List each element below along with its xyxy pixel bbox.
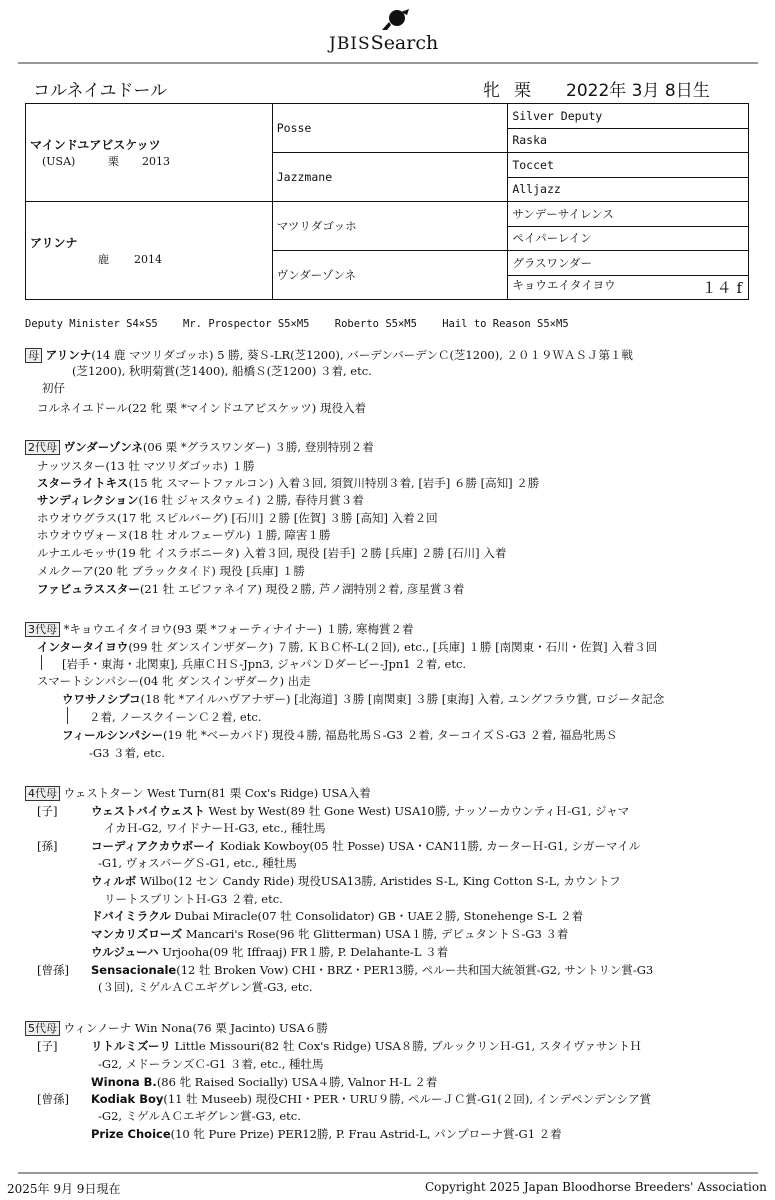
second-dam-line: 2代母 ヴンダーゾンネ(06 栗 *グラスワンダー) ３勝, 登別特別２着 xyxy=(25,439,374,455)
text-line: コルネイユドール(22 牝 栗 *マインドユアビスケッツ) 現役入着 xyxy=(37,401,366,415)
text-line: ホウオウグラス(17 牝 スピルバーグ) [石川] ２勝 [佐賀] ３勝 [高知] 入着２回 xyxy=(37,511,438,525)
dam-sire: マツリダゴッホ xyxy=(272,202,508,251)
indent-bar xyxy=(41,655,42,670)
text-line: [子] リトルミズーリ Little Missouri(82 牡 Cox's Ridge) USA８勝, ブルックリンＨ-G1, スタイヴァサントＨ xyxy=(37,1039,642,1053)
text-line: メルクーア(20 牝 ブラックタイド) 現役 [兵庫] １勝 xyxy=(37,564,305,578)
sire-info: (USA) 栗 2013 xyxy=(42,155,170,168)
indent-bar xyxy=(67,707,68,724)
text-line: インタータイヨウ(99 牡 ダンスインザダーク) ７勝, ＫＢＣ杯-L(２回), etc., [兵庫] １勝 [南関東・石川・佐賀] 入着３回 xyxy=(37,640,658,654)
dam-info: 鹿 2014 xyxy=(98,253,162,266)
family-number: １４ f xyxy=(701,278,742,297)
pedigree-table xyxy=(25,103,749,300)
text-line: ナッツスター(13 牡 マツリダゴッホ) １勝 xyxy=(37,459,255,473)
sire-name: マインドユアビスケッツ xyxy=(30,138,161,152)
section-tag: 母 xyxy=(25,348,42,363)
text-line: 初仔 xyxy=(42,381,65,395)
text-line: ホウオウヴォーヌ(18 牡 オルフェーヴル) １勝, 障害１勝 xyxy=(37,528,331,542)
text-line: ドバイミラクル Dubai Miracle(07 牡 Consolidator) GB・UAE２勝, Stonehenge S-L ２着 xyxy=(91,909,584,923)
text-line: (３回), ミゲルＡＣエギグレン賞-G3, etc. xyxy=(98,980,313,994)
text-line: [孫] コーディアクカウボーイ Kodiak Kowboy(05 牡 Posse) USA・CAN11勝, カーターＨ-G1, シガーマイル xyxy=(37,839,641,853)
dam-dam: ヴンダーゾンネ xyxy=(272,251,508,300)
horse-color: 栗 xyxy=(514,81,531,101)
pedigree-ddd: キョウエイタイヨウ １４ f xyxy=(508,275,749,300)
birth-date: 2022年 3月 8日生 xyxy=(566,81,710,101)
sire-sire: Posse xyxy=(272,104,508,153)
text-line: [曾孫] Sensacionale(12 牡 Broken Vow) CHI・BRZ・PER13勝, ペルー共和国大統領賞-G2, サントリン賞-G3 xyxy=(37,963,654,977)
dam-name: アリンナ xyxy=(30,236,78,250)
text-line: ２着, ノースクイーンＣ２着, etc. xyxy=(89,710,262,724)
top-divider xyxy=(18,62,758,64)
pedigree-sdd: Alljazz xyxy=(508,177,749,202)
text-line: マンカリズローズ Mancari's Rose(96 牝 Glitterman) USA１勝, デビュタントＳ-G3 ３着 xyxy=(91,927,569,941)
logo-text: JBISSearch xyxy=(329,32,439,54)
text-line: -G1, ヴォスバーグＳ-G1, etc., 種牡馬 xyxy=(98,856,297,870)
pedigree-dds: グラスワンダー xyxy=(508,251,749,276)
dam-cell xyxy=(26,202,273,300)
text-line: ウルジューハ Urjooha(09 牝 Iffraaj) FR１勝, P. Delahante-L ３着 xyxy=(91,945,449,959)
bottom-divider xyxy=(18,1172,758,1174)
text-line: ルナエルモッサ(19 牝 イスラボニータ) 入着３回, 現役 [岩手] ２勝 [兵庫] ２勝 [石川] 入着 xyxy=(37,546,507,560)
text-line: (芝1200), 秋明菊賞(芝1400), 船橋Ｓ(芝1200) ３着, etc. xyxy=(72,364,372,378)
text-line: フィールシンパシー(19 牝 *ベーカバド) 現役４勝, 福島牝馬Ｓ-G3 ２着, ターコイズＳ-G3 ２着, 福島牝馬Ｓ xyxy=(62,728,618,742)
copyright: Copyright 2025 Japan Bloodhorse Breeders' Association xyxy=(425,1180,767,1194)
section-tag: 2代母 xyxy=(25,440,60,455)
sire-cell xyxy=(26,104,273,202)
text-line: ファビュラススター(21 牡 エピファネイア) 現役２勝, 芦ノ湖特別２着, 彦星賞３着 xyxy=(37,582,465,596)
pedigree-sss: Silver Deputy xyxy=(508,104,749,129)
text-line: ウワサノシブコ(18 牝 *アイルハヴアナザー) [北海道] ３勝 [南関東] ３勝 [東海] 入着, ユングフラウ賞, ロジータ記念 xyxy=(62,692,665,706)
jbis-search-logo xyxy=(329,6,459,54)
pedigree-sds: Toccet xyxy=(508,153,749,178)
fifth-dam-line: 5代母 ウィンノーナ Win Nona(76 栗 Jacinto) USA６勝 xyxy=(25,1020,328,1036)
text-line: [曾孫] Kodiak Boy(11 牡 Museeb) 現役CHI・PER・URU９勝, ペルーＪＣ賞-G1(２回), インデペンデンシア賞 xyxy=(37,1092,652,1106)
third-dam-line: 3代母 *キョウエイタイヨウ(93 栗 *フォーティナイナー) １勝, 寒梅賞２着 xyxy=(25,621,414,637)
text-line: -G3 ３着, etc. xyxy=(89,746,165,760)
text-line: -G2, ミゲルＡＣエギグレン賞-G3, etc. xyxy=(98,1109,301,1123)
as-of-date: 2025年 9月 9日現在 xyxy=(7,1182,121,1196)
horse-sex: 牝 xyxy=(483,81,500,101)
text-line: Winona B.(86 牝 Raised Socially) USA４勝, Valnor H-L ２着 xyxy=(91,1075,438,1089)
pedigree-dsd: ペイパーレイン xyxy=(508,226,749,251)
section-tag: 4代母 xyxy=(25,786,60,801)
text-line: スターライトキス(15 牝 スマートファルコン) 入着３回, 須賀川特別３着, [岩手] ６勝 [高知] ２勝 xyxy=(37,476,540,490)
text-line: スマートシンパシー(04 牝 ダンスインザダーク) 出走 xyxy=(37,674,311,688)
sire-dam: Jazzmane xyxy=(272,153,508,202)
pedigree-ssd: Raska xyxy=(508,128,749,153)
dam-line: 母 アリンナ(14 鹿 マツリダゴッホ) 5 勝, 葵Ｓ-LR(芝1200), バーデンバーデンＣ(芝1200), ２０１９ＷＡＳＪ第１戦 xyxy=(25,347,633,363)
text-line: Prize Choice(10 牝 Pure Prize) PER12勝, P. Frau Astrid-L, パンプローナ賞-G1 ２着 xyxy=(91,1127,562,1141)
pedigree-dss: サンデーサイレンス xyxy=(508,202,749,227)
text-line: -G2, メドーランズＣ-G1 ３着, etc., 種牡馬 xyxy=(98,1057,324,1071)
text-line: [子] ウェストバイウェスト West by West(89 牡 Gone West) USA10勝, ナッソーカウンティＨ-G1, ジャマ xyxy=(37,804,630,818)
text-line: イカＨ-G2, ワイドナーＨ-G3, etc., 種牡馬 xyxy=(104,821,326,835)
section-tag: 3代母 xyxy=(25,622,60,637)
text-line: [岩手・東海・北関東], 兵庫ＣＨＳ-Jpn3, ジャパンＤダービー-Jpn1 ２着, etc. xyxy=(62,657,467,671)
text-line: リートスプリントＨ-G3 ２着, etc. xyxy=(104,892,283,906)
text-line: ウィルボ Wilbo(12 セン Candy Ride) 現役USA13勝, Aristides S-L, King Cotton S-L, カウントフ xyxy=(91,874,621,888)
inbreeding-crosses: Deputy Minister S4×S5 Mr. Prospector S5×M5 Roberto S5×M5 Hail to Reason S5×M5 xyxy=(25,318,569,330)
fourth-dam-line: 4代母 ウェストターン West Turn(81 栗 Cox's Ridge) USA入着 xyxy=(25,785,371,801)
text-line: サンディレクション(16 牡 ジャスタウェイ) ２勝, 春待月賞３着 xyxy=(37,493,364,507)
horse-name: コルネイユドール xyxy=(33,81,168,101)
section-tag: 5代母 xyxy=(25,1021,60,1036)
